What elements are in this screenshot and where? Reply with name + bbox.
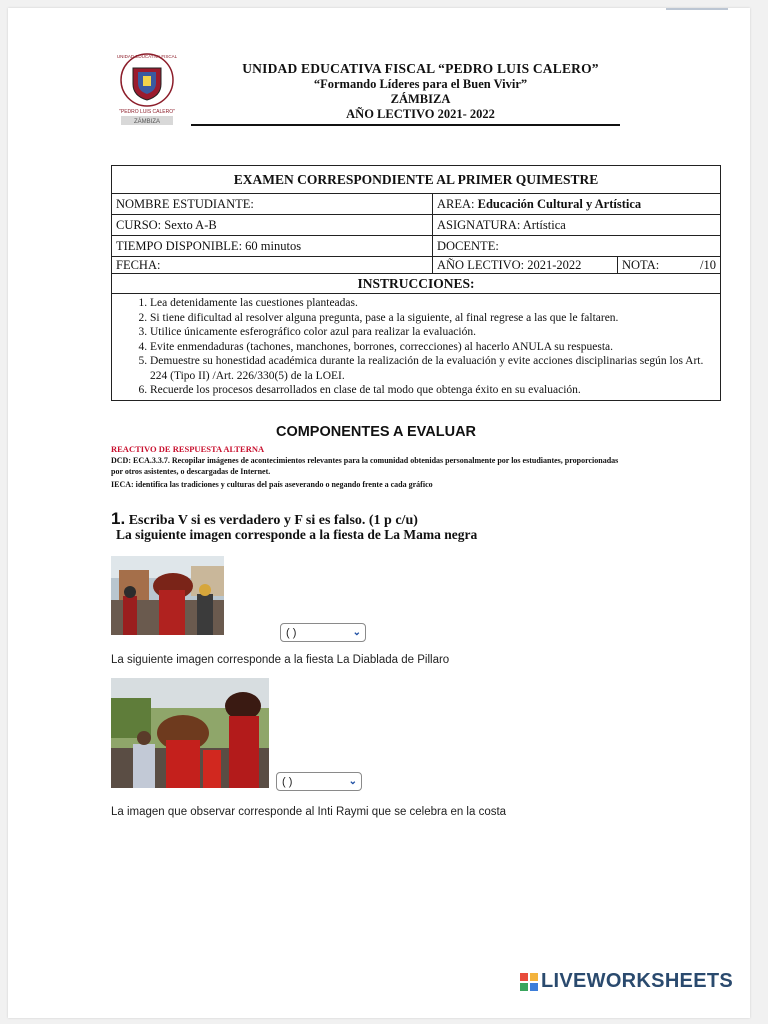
dcd-text: DCD: ECA.3.3.7. Recopilar imágenes de acontecimientos relevantes para la comunidad obtenidas personalmente por los estudiantes, proporcionadas por otros asistentes, o descargadas de Internet. <box>111 456 619 476</box>
statement-3: La imagen que observar corresponde al Inti Raymi que se celebra en la costa <box>111 806 507 818</box>
svg-text:UNIDAD EDUCATIVA FISCAL: UNIDAD EDUCATIVA FISCAL <box>116 54 178 59</box>
reactivo-label: REACTIVO DE RESPUESTA ALTERNA <box>111 444 265 454</box>
chevron-down-icon: ⌄ <box>352 627 361 638</box>
liveworksheets-icon <box>520 973 538 991</box>
brand-name: LIVEWORKSHEETS <box>541 970 733 992</box>
school-year-cell: AÑO LECTIVO: 2021-2022 <box>433 257 618 274</box>
festival-photo-2 <box>111 678 269 788</box>
question-1-heading <box>111 509 418 529</box>
top-scrollbar-hint <box>666 8 728 10</box>
instruction-item: 5. Demuestre su honestidad académica durante la realización de la evaluación y evite acciones disciplinarias según los Art. 224 (Tipo II) /Art. 226/330(5) de la LOEI. <box>150 354 714 383</box>
student-name-cell: NOMBRE ESTUDIANTE: <box>112 194 433 215</box>
course-cell: CURSO: Sexto A-B <box>112 215 433 236</box>
liveworksheets-logo <box>520 970 733 993</box>
school-logo <box>111 50 183 126</box>
school-year: AÑO LECTIVO 2021- 2022 <box>346 107 495 121</box>
instruction-item: 4. Evite enmendaduras (tachones, manchones, borrones, correcciones) al hacerlo ANULA su respuesta. <box>150 340 714 355</box>
school-place: ZÁMBIZA <box>390 92 451 106</box>
instructions-cell <box>112 294 721 401</box>
components-title: COMPONENTES A EVALUAR <box>275 424 477 440</box>
question-number: 1. <box>111 509 126 528</box>
ieca-text: IECA: identifica las tradiciones y culturas del país aseverando o negando frente a cada gráfico <box>111 480 433 489</box>
subject-cell: ASIGNATURA: Artística <box>433 215 721 236</box>
grade-cell <box>618 257 721 274</box>
area-label: AREA: <box>437 196 478 211</box>
instructions-title: INSTRUCCIONES: <box>112 274 721 294</box>
area-value: Educación Cultural y Artística <box>477 196 642 211</box>
question-prompt: Escriba V si es verdadero y F si es falso. (1 p c/u) <box>125 513 418 528</box>
grade-max: /10 <box>700 257 716 272</box>
date-cell: FECHA: <box>112 257 433 274</box>
teacher-cell: DOCENTE: <box>433 236 721 257</box>
select-value: ( ) <box>282 775 293 788</box>
exam-info-table <box>111 165 721 401</box>
instructions-list <box>136 296 714 398</box>
true-false-select-1[interactable] <box>280 623 366 642</box>
exam-title: EXAMEN CORRESPONDIENTE AL PRIMER QUIMESTRE <box>112 166 721 194</box>
svg-text:ZÁMBIZA: ZÁMBIZA <box>133 119 161 125</box>
school-motto: “Formando Líderes para el Buen Vivir” <box>313 77 528 91</box>
instruction-item: 1. Lea detenidamente las cuestiones planteadas. <box>150 296 714 311</box>
area-cell <box>433 194 721 215</box>
school-header <box>193 61 648 122</box>
instruction-item: 3. Utilice únicamente esferográfico color azul para realizar la evaluación. <box>150 325 714 340</box>
time-cell: TIEMPO DISPONIBLE: 60 minutos <box>112 236 433 257</box>
svg-text:"PEDRO LUIS CALERO": "PEDRO LUIS CALERO" <box>119 109 175 115</box>
statement-2: La siguiente imagen corresponde a la fiesta La Diablada de Pillaro <box>111 654 450 666</box>
statement-1: La siguiente imagen corresponde a la fiesta de La Mama negra <box>116 527 478 542</box>
festival-photo-1 <box>111 556 224 635</box>
true-false-select-2[interactable] <box>276 772 362 791</box>
chevron-down-icon: ⌄ <box>348 776 357 787</box>
header-rule <box>191 124 620 126</box>
instruction-item: 6. Recuerde los procesos desarrollados en clase de tal modo que obtenga éxito en su evaluación. <box>150 383 714 398</box>
school-name: UNIDAD EDUCATIVA FISCAL “PEDRO LUIS CALERO” <box>242 61 599 76</box>
grade-label: NOTA: <box>622 257 660 272</box>
instruction-item: 2. Si tiene dificultad al resolver alguna pregunta, pase a la siguiente, al final regrese a las que le faltaren. <box>150 311 714 326</box>
select-value: ( ) <box>286 626 297 639</box>
